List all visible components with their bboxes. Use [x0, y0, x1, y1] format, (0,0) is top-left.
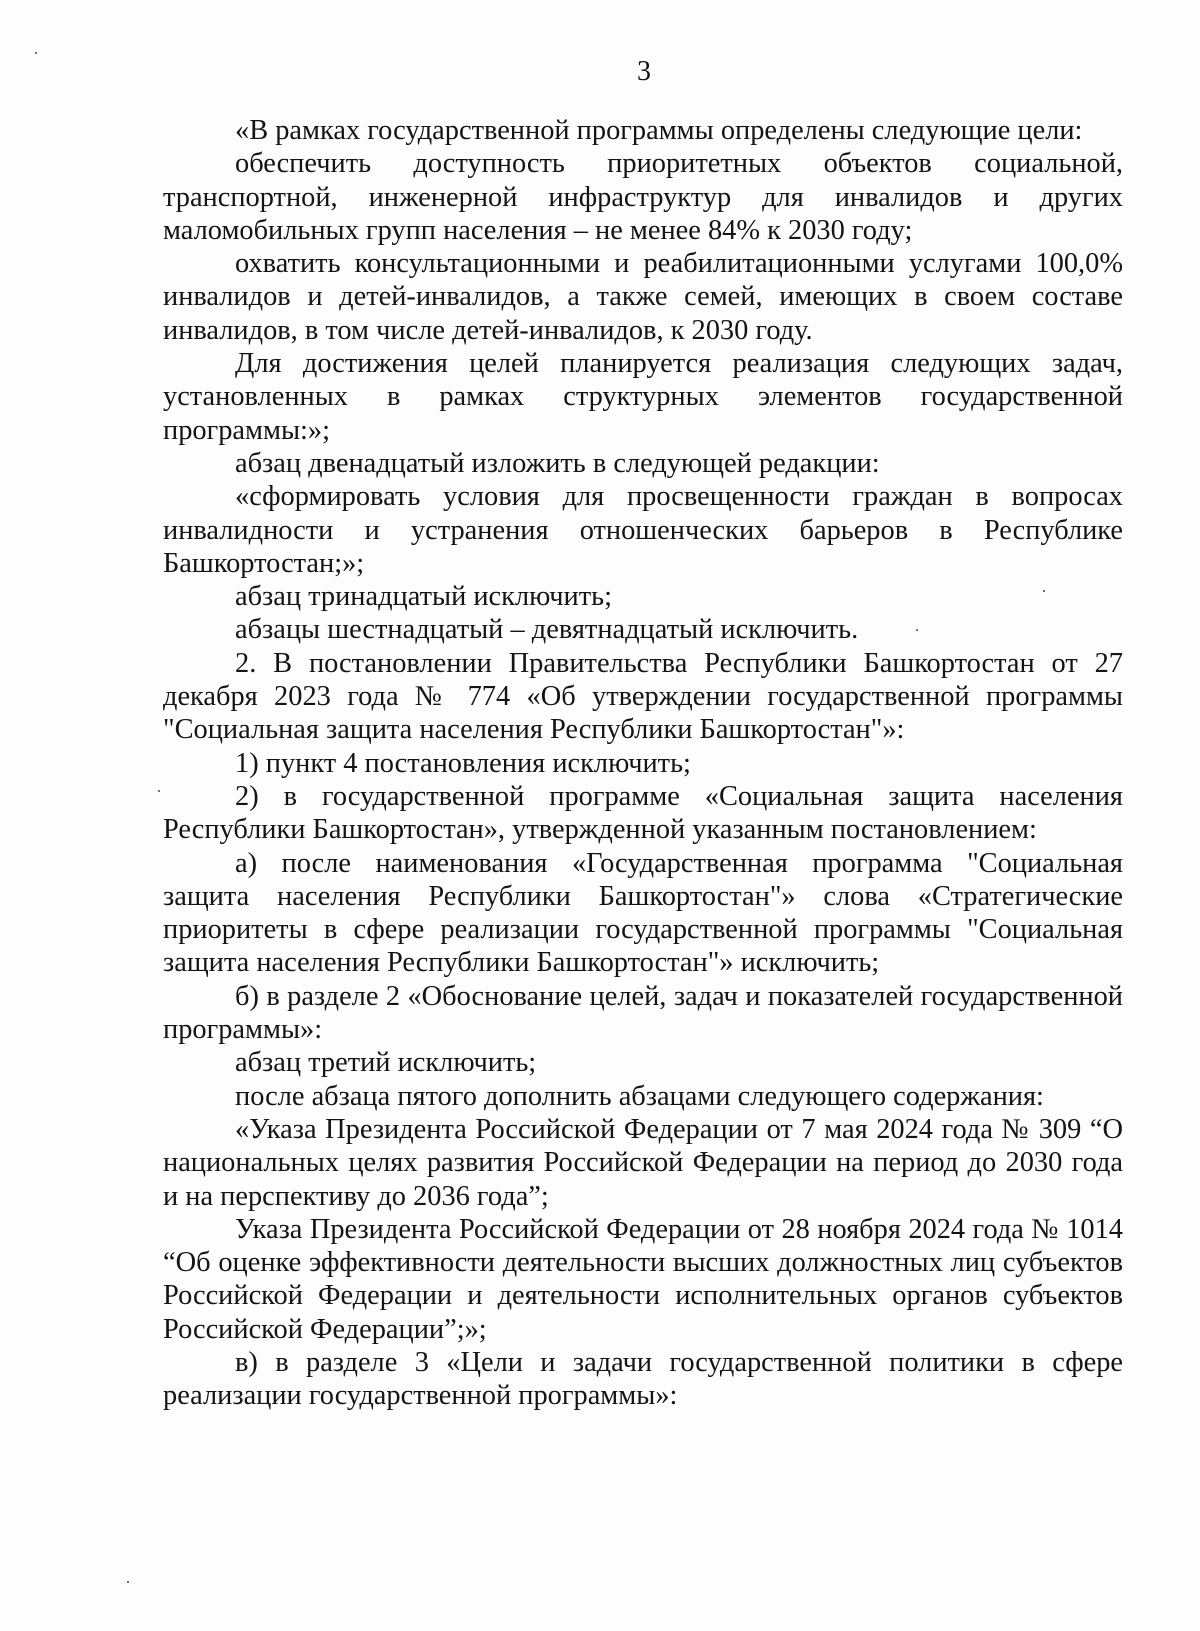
- paragraph: охватить консультационными и реабилитационными услугами 100,0% инвалидов и детей-инвалидов, а также семей, имеющих в своем составе инвалидов, в том числе детей-инвалидов, к 2030 году.: [163, 248, 1123, 346]
- paragraph: «Указа Президента Российской Федерации от 7 мая 2024 года № 309 “О национальных целях развития Российской Федерации на период до 2030 года и на перспективу до 2036 года”;: [163, 1113, 1123, 1212]
- paragraph: после абзаца пятого дополнить абзацами следующего содержания:: [235, 1080, 1044, 1112]
- paragraph: абзац двенадцатый изложить в следующей редакции:: [235, 447, 880, 479]
- scan-speck: [158, 790, 160, 792]
- paragraph: 2) в государственной программе «Социальная защита населения Республики Башкортостан», утвержденной указанным постановлением:: [163, 780, 1123, 846]
- paragraph: абзац тринадцатый исключить;: [235, 581, 612, 613]
- paragraph: Указа Президента Российской Федерации от 28 ноября 2024 года № 1014 “Об оценке эффективности деятельности высших должностных лиц субъектов Российской Федерации и деятельности исполнительных органов субъектов Российской Федерации”;»;: [163, 1213, 1123, 1345]
- paragraph: б) в разделе 2 «Обоснование целей, задач и показателей государственной программы»:: [163, 980, 1123, 1046]
- document-body: [163, 114, 1123, 1413]
- paragraph: «В рамках государственной программы определены следующие цели:: [235, 115, 1083, 146]
- scan-speck: [1043, 590, 1045, 592]
- paragraph: 1) пункт 4 постановления исключить;: [235, 747, 691, 779]
- scan-speck: [916, 629, 918, 631]
- paragraph: в) в разделе 3 «Цели и задачи государственной политики в сфере реализации государственной программы»:: [163, 1346, 1123, 1412]
- paragraph: а) после наименования «Государственная программа "Социальная защита населения Республики Башкортостан"» слова «Стратегические приоритеты в сфере реализации государственной программы "Социальная защита населения Республики Башкортостан"» исключить;: [163, 847, 1123, 979]
- paragraph: Для достижения целей планируется реализация следующих задач, установленных в рамках структурных элементов государственной программы:»;: [163, 348, 1123, 446]
- paragraph: абзацы шестнадцатый – девятнадцатый исключить.: [235, 614, 859, 646]
- scan-speck: [35, 52, 37, 54]
- paragraph: 2. В постановлении Правительства Республики Башкортостан от 27 декабря 2023 года № 774 «Об утверждении государственной программы "Социальная защита населения Республики Башкортостан"»:: [163, 647, 1123, 746]
- paragraph: обеспечить доступность приоритетных объектов социальной, транспортной, инженерной инфраструктур для инвалидов и других маломобильных групп населения – не менее 84% к 2030 году;: [163, 148, 1123, 246]
- paragraph: абзац третий исключить;: [235, 1047, 537, 1079]
- paragraph: «сформировать условия для просвещенности граждан в вопросах инвалидности и устранения отношенческих барьеров в Республике Башкортостан;»;: [163, 481, 1123, 579]
- page-number: 3: [637, 56, 651, 87]
- scan-speck: [127, 1581, 129, 1583]
